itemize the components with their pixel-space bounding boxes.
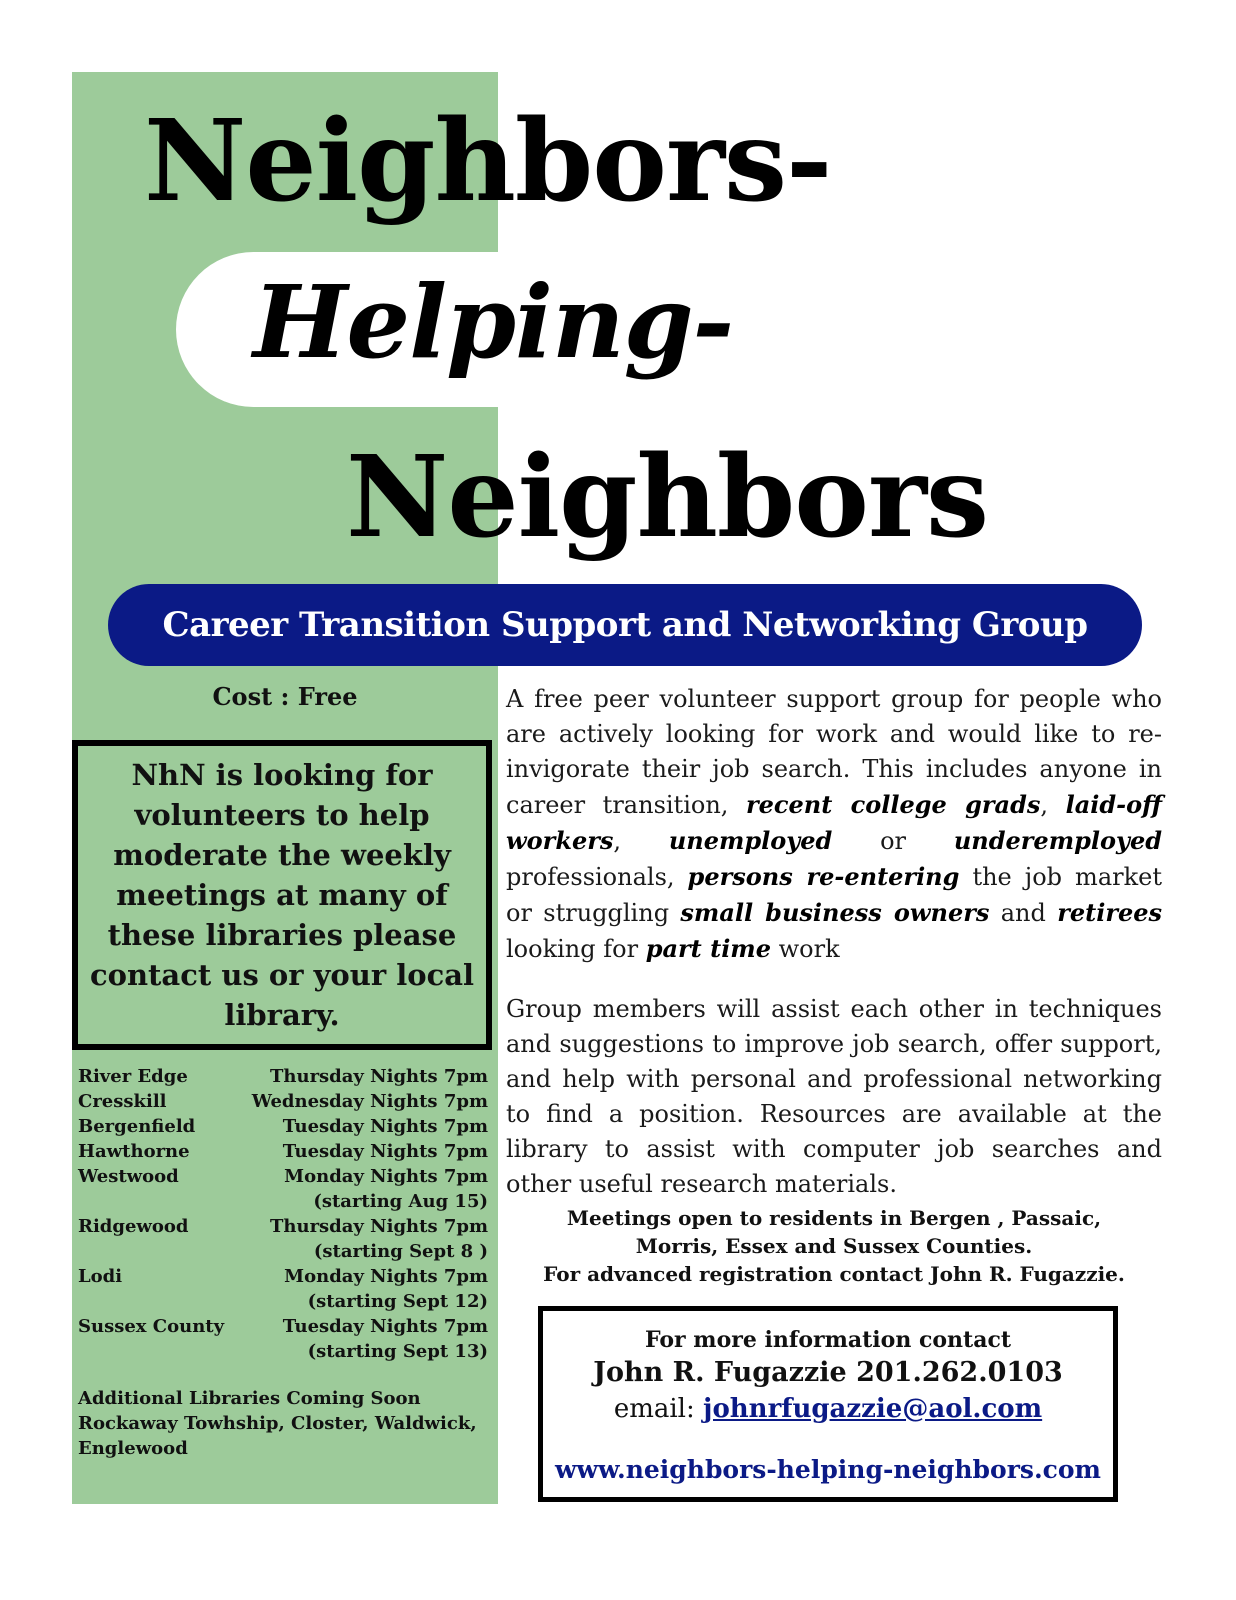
schedule-row (78, 1089, 498, 1114)
meetings-line: Morris, Essex and Sussex Counties. (635, 1234, 1033, 1258)
schedule-library: Ridgewood (78, 1216, 189, 1237)
contact-heading: For more information contact (644, 1327, 1012, 1353)
schedule-library: Bergenfield (78, 1116, 196, 1137)
meetings-info (506, 1204, 1162, 1288)
contact-box (538, 1306, 1118, 1502)
schedule-time: Monday Nights 7pm (284, 1166, 488, 1187)
schedule-row (78, 1164, 498, 1189)
schedule-time: Wednesday Nights 7pm (251, 1091, 488, 1112)
schedule-library: Cresskill (78, 1091, 167, 1112)
schedule-row (78, 1264, 498, 1289)
email-label: email: (613, 1394, 704, 1424)
title-line-3: Neighbors (346, 432, 988, 563)
schedule-time: Thursday Nights 7pm (270, 1066, 488, 1087)
description-paragraph-1: A free peer volunteer support group for people who are actively looking for work and would like to re-invigorate their job search. This includes anyone in career transition, recent college grads, laid-off workers, unemployed or underemployed professionals, persons re-entering the job market or struggling small business owners and retirees looking for part time work (506, 685, 1163, 963)
schedule-row (78, 1114, 498, 1139)
coming-soon-heading: Additional Libraries Coming Soon (78, 1388, 421, 1409)
schedule-time: Tuesday Nights 7pm (282, 1316, 488, 1337)
emphasis: retirees (1057, 898, 1163, 927)
description-paragraph-2: Group members will assist each other in techniques and suggestions to improve job search, offer support, and help with personal and professional networking to find a position. Resources are available at the library to assist with computer job searches and other useful research materials. (506, 995, 1162, 1198)
library-schedule (78, 1064, 498, 1461)
schedule-row (78, 1064, 498, 1089)
emphasis: laid-off workers (506, 790, 1162, 855)
schedule-library: Sussex County (78, 1316, 225, 1337)
schedule-library: River Edge (78, 1066, 188, 1087)
email-link[interactable]: johnrfugazzie@aol.com (703, 1394, 1043, 1424)
website-link[interactable]: www.neighbors-helping-neighbors.com (554, 1455, 1102, 1484)
schedule-note-row (78, 1189, 498, 1214)
schedule-library: Hawthorne (78, 1141, 190, 1162)
contact-email-line (543, 1391, 1113, 1427)
meetings-line: For advanced registration contact John R. Fugazzie. (543, 1262, 1125, 1286)
schedule-time: Monday Nights 7pm (284, 1266, 488, 1287)
schedule-row (78, 1314, 498, 1339)
contact-name-phone: John R. Fugazzie 201.262.0103 (593, 1357, 1063, 1388)
schedule-row (78, 1139, 498, 1164)
schedule-note-row (78, 1289, 498, 1314)
schedule-note: (starting Aug 15) (313, 1191, 488, 1212)
schedule-library: Lodi (78, 1266, 123, 1287)
schedule-row (78, 1214, 498, 1239)
title-line-1: Neighbors- (144, 96, 832, 227)
emphasis: small business owners (680, 898, 990, 927)
schedule-note-row (78, 1239, 498, 1264)
emphasis: persons re-entering (687, 862, 960, 891)
schedule-note: (starting Sept 12) (307, 1291, 488, 1312)
coming-soon-list: Rockaway Towhship, Closter, Waldwick, Englewood (78, 1413, 477, 1459)
schedule-time: Thursday Nights 7pm (270, 1216, 488, 1237)
coming-soon (78, 1386, 498, 1461)
volunteer-box (72, 740, 492, 1050)
schedule-note: (starting Sept 8 ) (313, 1241, 488, 1262)
meetings-line: Meetings open to residents in Bergen , Passaic, (566, 1206, 1102, 1230)
title-line-2: Helping- (253, 263, 734, 381)
subtitle-banner (108, 584, 1142, 666)
emphasis: recent college grads (746, 790, 1041, 819)
schedule-library: Westwood (78, 1166, 179, 1187)
schedule-time: Tuesday Nights 7pm (282, 1141, 488, 1162)
volunteer-text: NhN is looking for volunteers to help moderate the weekly meetings at many of these libraries please contact us or your local library. (89, 758, 475, 1032)
banner-text: Career Transition Support and Networking Group (162, 605, 1088, 645)
schedule-time: Tuesday Nights 7pm (282, 1116, 488, 1137)
emphasis: unemployed (668, 826, 833, 855)
schedule-note: (starting Sept 13) (307, 1341, 488, 1362)
schedule-note-row (78, 1339, 498, 1364)
cost-label: Cost : Free (212, 682, 358, 711)
emphasis: part time (645, 934, 771, 963)
emphasis: underemployed (953, 826, 1162, 855)
